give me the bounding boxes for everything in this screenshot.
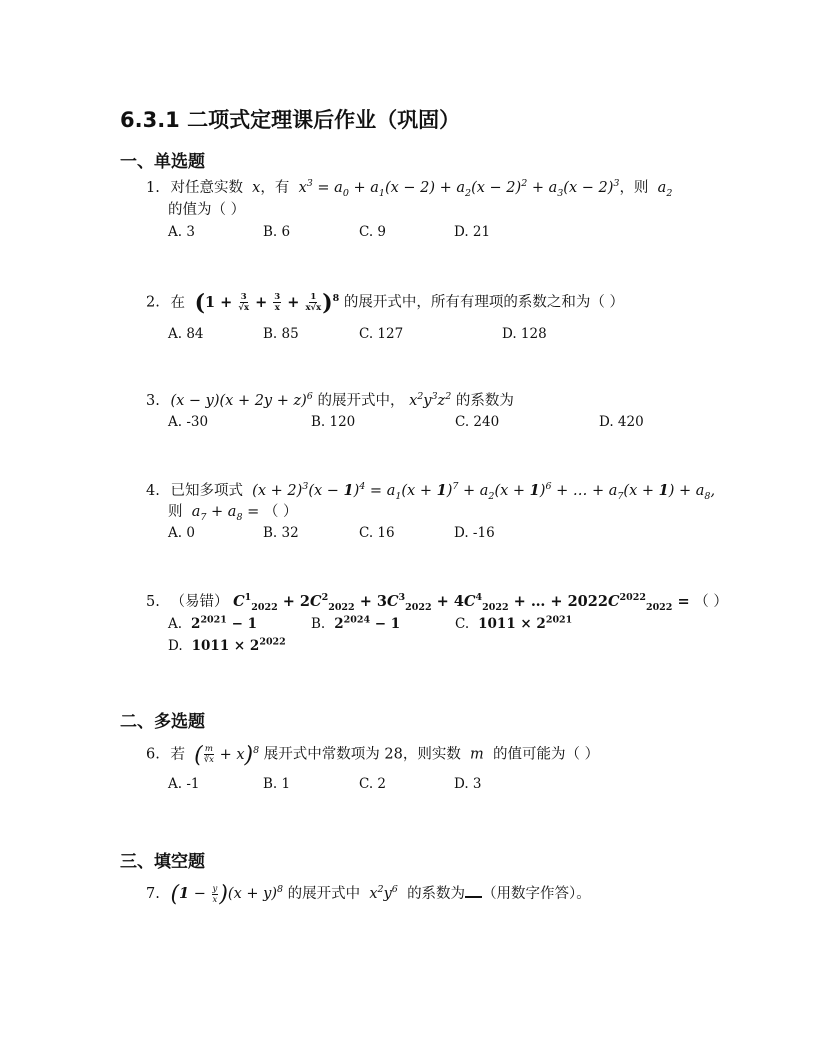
question-text: 的系数为: [455, 393, 514, 409]
question-7: [146, 883, 591, 905]
option-d[interactable]: D. 420: [599, 414, 644, 430]
option-c[interactable]: C. 2: [359, 776, 387, 792]
option-a[interactable]: A. -1: [168, 776, 200, 792]
question-1: [146, 178, 672, 198]
question-4-line2: [168, 502, 297, 522]
option-a[interactable]: A. 0: [168, 525, 195, 541]
question-text: ，有: [260, 180, 290, 196]
math-expression: m: [465, 746, 489, 763]
option-c[interactable]: C. 9: [359, 224, 387, 240]
question-text: 展开式中常数项为 28，则实数: [263, 746, 461, 763]
question-number: 1.: [146, 180, 160, 196]
math-expression: $x^2y^3z^2$: [409, 391, 452, 409]
math-expression: $2^{2021} - 1$: [186, 614, 257, 632]
question-text: （ ）: [694, 594, 728, 610]
question-number: 6.: [146, 746, 160, 763]
option-letter: D.: [168, 638, 183, 654]
math-expression: $a_2$: [653, 180, 673, 199]
answer-blank[interactable]: [465, 883, 482, 898]
question-text: 则: [168, 504, 183, 520]
question-text: （易错）: [170, 594, 229, 610]
math-expression: x: [247, 180, 261, 196]
question-number: 7.: [146, 886, 160, 902]
math-expression: $x^3 = a_0 + a_1(x - 2) + a_2(x - 2)^2 + a_3(x - 2)^3$: [293, 178, 620, 199]
option-a[interactable]: A. -30: [168, 414, 209, 430]
math-expression: $C^1_{2022} + 2C^2_{2022} + 3C^3_{2022} + 4C^4_{2022}$ + … + $2022C^{2022}_{2022}$ =: [233, 592, 690, 613]
math-expression: $1011 \times 2^{2021}$: [473, 614, 573, 632]
option-d[interactable]: D. -16: [454, 525, 495, 541]
question-text: 已知多项式: [170, 483, 243, 499]
option-a[interactable]: [168, 616, 257, 632]
option-b[interactable]: B. 32: [263, 525, 299, 541]
question-text: 的值可能为（ ）: [493, 746, 600, 763]
math-expression: $1011 \times 2^{2022}$: [186, 636, 286, 654]
math-expression: (1 − $\frac{y}{x}$ )$(x + y)^8$: [170, 882, 284, 907]
option-letter: A.: [168, 616, 183, 632]
math-expression: $x^2y^6$: [364, 884, 398, 902]
option-c[interactable]: C. 16: [359, 525, 395, 541]
math-expression: ( $\frac{m}{∛x}$ + x)$^8$: [194, 742, 260, 768]
question-number: 5.: [146, 594, 160, 610]
option-d[interactable]: D. 128: [502, 326, 547, 342]
option-letter: B.: [311, 616, 326, 632]
question-number: 4.: [146, 483, 160, 499]
question-text: 在: [170, 294, 185, 311]
option-c[interactable]: C. 127: [359, 326, 404, 342]
math-expression: $a_7 + a_8$ =: [187, 504, 260, 523]
option-a[interactable]: A. 3: [168, 224, 195, 240]
option-b[interactable]: [311, 616, 400, 632]
question-4: [146, 481, 715, 501]
math-expression: $(x + 2)^3(x - 1)^4 = a_1(x + 1)^7 + a_2(x + 1)^6$ + … + $a_7(x + 1) + a_8$,: [247, 481, 716, 502]
question-text: 若: [170, 746, 185, 763]
math-expression: (1 + $\frac{3}{√x}$ + $\frac{3}{x}$ + $\frac{1}{x√x}$ )$^8$: [194, 289, 340, 316]
page-title: 6.3.1 二项式定理课后作业（巩固）: [120, 108, 461, 132]
section-heading-multi-choice: 二、多选题: [120, 712, 205, 732]
math-expression: $2^{2024} - 1$: [329, 614, 401, 632]
question-2: [146, 289, 624, 316]
question-text: ，则: [619, 180, 649, 196]
question-text: （用数字作答）。: [482, 886, 591, 902]
option-d[interactable]: D. 3: [454, 776, 482, 792]
question-1-line2: 的值为（ ）: [168, 202, 246, 218]
option-b[interactable]: B. 1: [263, 776, 291, 792]
section-heading-single-choice: 一、单选题: [120, 152, 205, 172]
option-d[interactable]: [168, 638, 286, 654]
option-c[interactable]: C. 240: [455, 414, 500, 430]
option-c[interactable]: [455, 616, 572, 632]
option-b[interactable]: B. 85: [263, 326, 299, 342]
section-heading-fill-blank: 三、填空题: [120, 852, 205, 872]
option-d[interactable]: D. 21: [454, 224, 491, 240]
option-a[interactable]: A. 84: [168, 326, 204, 342]
question-text: 的展开式中: [287, 886, 361, 902]
question-text: 的展开式中，所有有理项的系数之和为（ ）: [343, 294, 624, 311]
question-6: [146, 744, 599, 766]
option-b[interactable]: B. 120: [311, 414, 356, 430]
question-text: 对任意实数: [170, 180, 243, 196]
option-b[interactable]: B. 6: [263, 224, 291, 240]
question-text: （ ）: [263, 504, 298, 520]
math-expression: $(x - y)(x + 2y + z)^6$: [170, 391, 313, 409]
option-letter: C.: [455, 616, 470, 632]
question-text: 的展开式中，: [317, 393, 405, 409]
question-text: 的系数为: [407, 886, 466, 902]
question-number: 3.: [146, 393, 160, 409]
question-5: [146, 592, 728, 612]
question-number: 2.: [146, 294, 160, 311]
question-3: [146, 391, 514, 411]
